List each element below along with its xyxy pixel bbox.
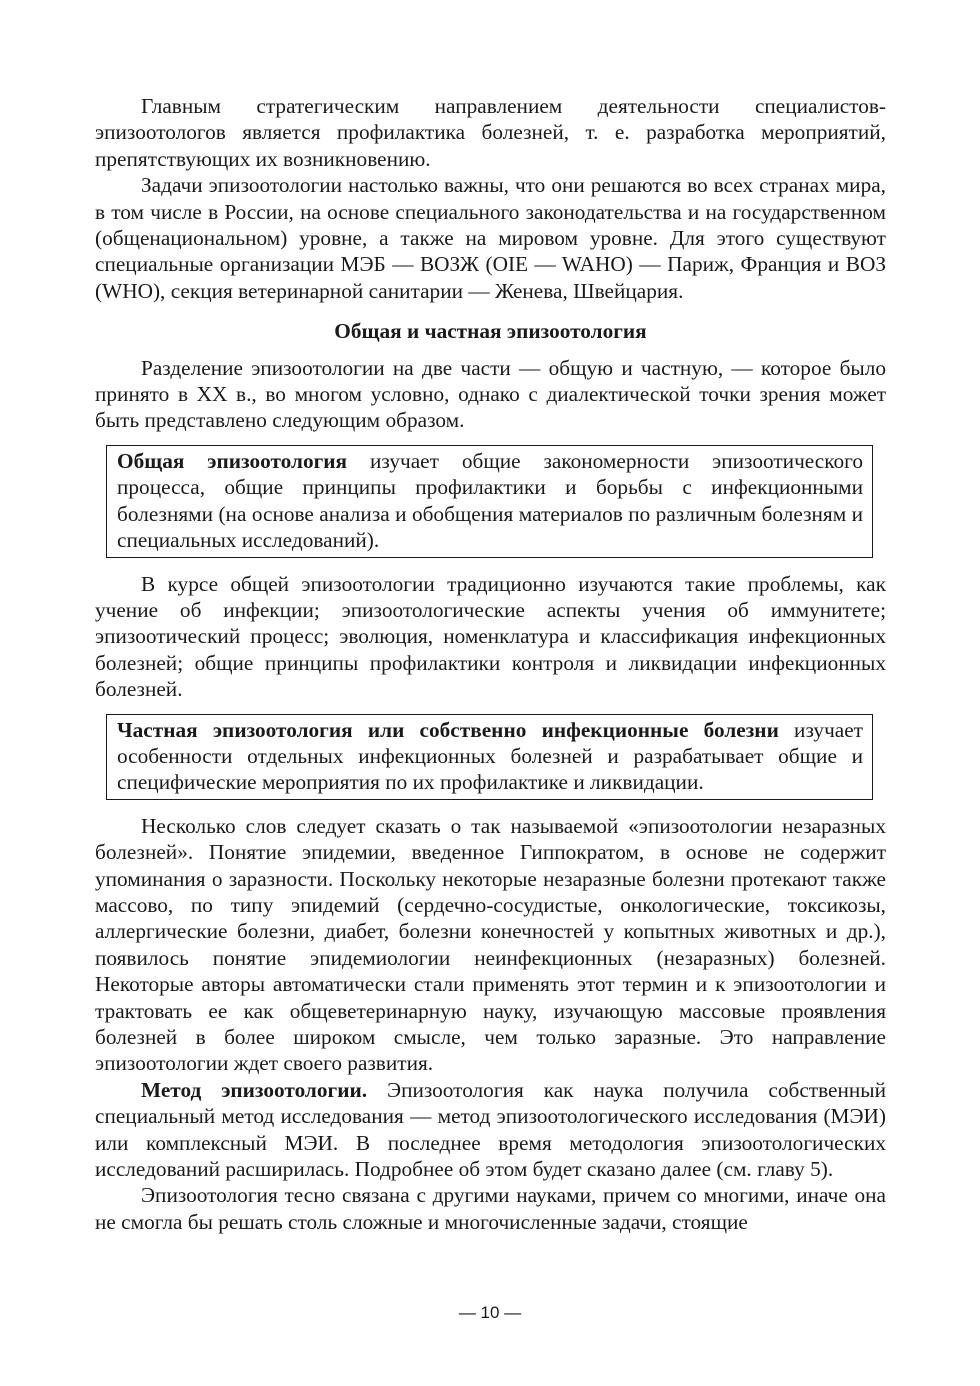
section-heading: Общая и частная эпизоотология [334,319,647,344]
definition-text-special: изучает особенности отдельных инфекционных болезней и разрабатывает общие и специфические мероприятия по их профилактике и ликвидации. [117,717,863,795]
paragraph-strategy: Главным стратегическим направлением деятельности специалистов-эпизоотологов является профилактика болезней, т. е. разработка мероприятий, препятствующих их возникновению. [95,94,886,171]
definition-box-special [106,714,873,800]
paragraph-general-course: В курсе общей эпизоотологии традиционно изучаются такие проблемы, как учение об инфекции; эпизоотологические аспекты учения об иммунитете; эпизоотический процесс; эволюция, номенклатура и классификация инфекционных болезней; общие принципы профилактики контроля и ликвидации инфекционных болезней. [95,571,886,702]
method-term: Метод эпизоотологии. [141,1077,368,1102]
page-content [95,93,886,1235]
paragraph-related-sciences: Эпизоотология тесно связана с другими науками, причем со многими, иначе она не смогла бы решать столь сложные и многочисленные задачи, стоящие [95,1183,886,1234]
paragraph-noncontagious: Несколько слов следует сказать о так называемой «эпизоотологии незаразных болезней». Понятие эпидемии, введенное Гиппократом, в основе не содержит упоминания о заразности. Поскольку некоторые незаразные болезни протекают также массово, по типу эпидемий (сердечно-сосудистые, онкологические, токсикозы, аллергические болезни, диабет, болезни конечностей у копытных животных и др.), появилось понятие эпидемиологии неинфекционных (незаразных) болезней. Некоторые авторы автоматически стали применять этот термин и к эпизоотологии и трактовать ее как общеветеринарную науку, изучающую массовые проявления болезней в более широком смысле, чем только заразные. Это направление эпизоотологии ждет своего развития. [95,813,886,1076]
paragraph-division: Разделение эпизоотологии на две части — общую и частную, — которое было принято в XX в., во многом условно, однако с диалектической точки зрения может быть представлено следующим образом. [95,355,886,433]
paragraph-tasks: Задачи эпизоотологии настолько важны, что они решаются во всех странах мира, в том числе в России, на основе специального законодательства и на государственном (общенациональном) уровне, а также на мировом уровне. Для этого существуют специальные организации МЭБ — ВОЗЖ (OIE — WAHO) — Париж, Франция и ВОЗ (WHO), секция ветеринарной санитарии — Женева, Швейцария. [95,173,886,303]
definition-text-general: изучает общие закономерности эпизоотического процесса, общие принципы профилактики и борьбы с инфекционными болезнями (на основе анализа и обобщения материалов по различным болезням и специальных исследований). [117,448,863,553]
method-text: Эпизоотология как наука получила собственный специальный метод исследования — метод эпизоотологического исследования (МЭИ) или комплексный МЭИ. В последнее время методология эпизоотологических исследований расширилась. Подробнее об этом будет сказано далее (см. главу 5). [95,1077,887,1182]
definition-term-general: Общая эпизоотология [117,448,348,473]
definition-box-general [106,445,873,558]
paragraph-method [95,1077,886,1183]
page-number: — 10 — [458,1303,522,1322]
definition-term-special: Частная эпизоотология или собственно инфекционные болезни [117,717,779,742]
